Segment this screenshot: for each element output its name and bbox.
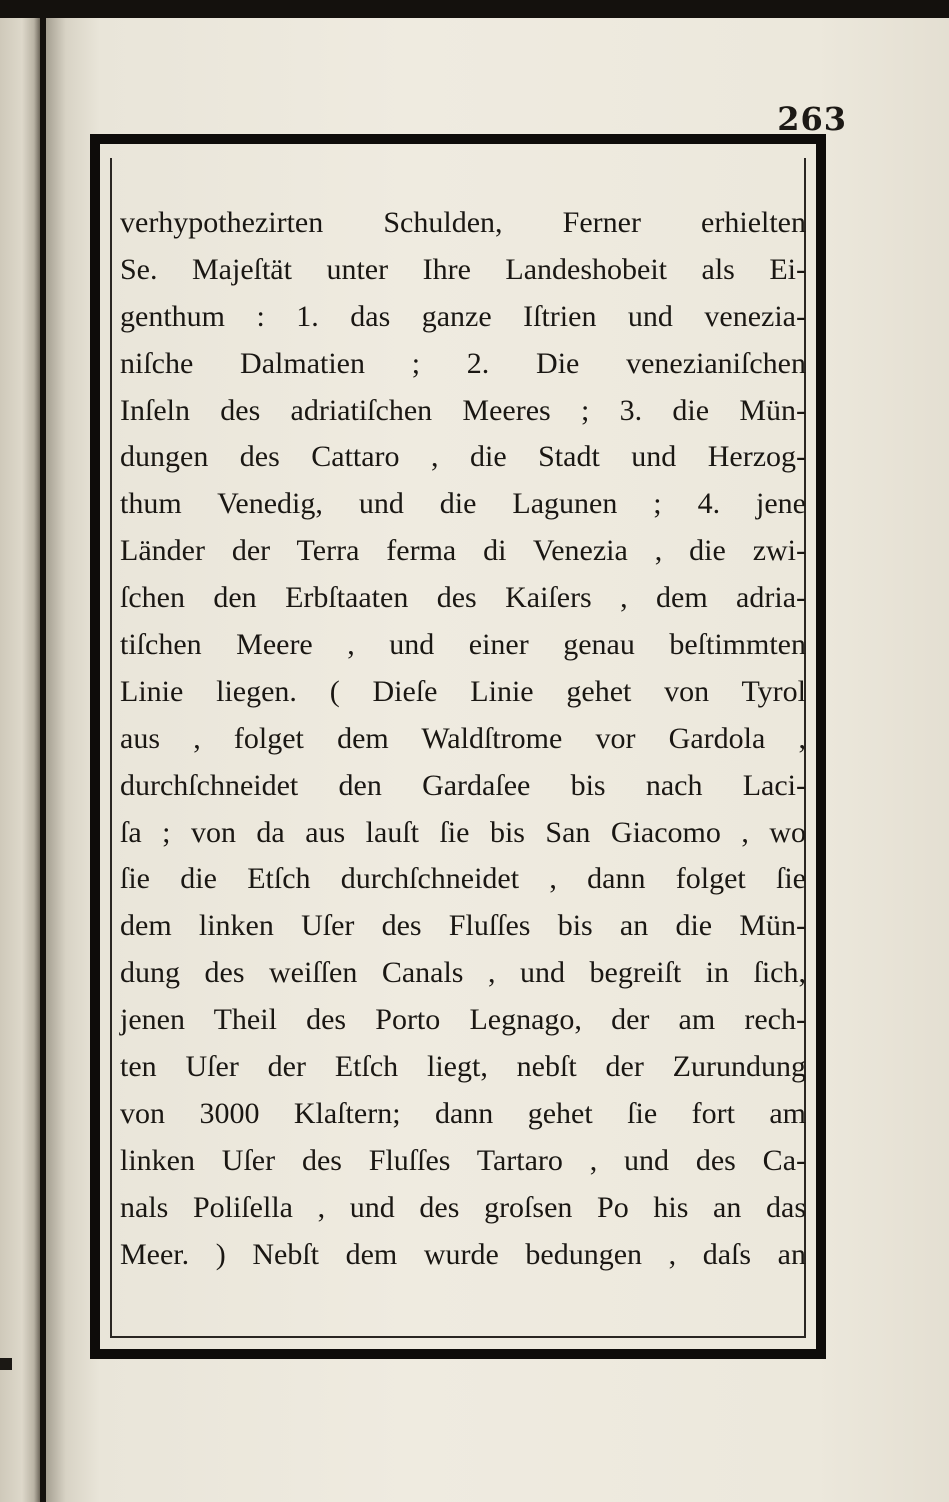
text-line: linken Uſer des Fluſſes Tartaro , und des Ca- bbox=[120, 1143, 806, 1177]
page-number: 263 bbox=[777, 100, 847, 138]
facing-page-edge bbox=[0, 18, 40, 1502]
text-line: Se. Majeſtät unter Ihre Landeshobeit als Ei- bbox=[120, 252, 806, 286]
text-line: niſche Dalmatien ; 2. Die venezianiſchen bbox=[120, 346, 806, 380]
text-line: tiſchen Meere , und einer genau beſtimmten bbox=[120, 628, 806, 662]
text-line: dung des weiſſen Canals , und begreiſt in ſich, bbox=[120, 956, 806, 990]
text-line: genthum : 1. das ganze Iſtrien und venezia- bbox=[120, 299, 806, 333]
text-line: durchſchneidet den Gardaſee bis nach Laci- bbox=[120, 768, 806, 802]
text-line: dungen des Cattaro , die Stadt und Herzog- bbox=[120, 440, 806, 474]
text-line: verhypothezirten Schulden, Ferner erhielten bbox=[120, 206, 806, 239]
text-line: Inſeln des adriatiſchen Meeres ; 3. die Mün- bbox=[120, 393, 806, 427]
text-line: Linie liegen. ( Dieſe Linie gehet von Tyrol bbox=[120, 674, 806, 708]
facing-page-mark bbox=[0, 1358, 12, 1370]
book-page bbox=[46, 18, 949, 1502]
text-line: nals Poliſella , und des groſsen Po his an das bbox=[120, 1190, 806, 1224]
text-line: ſie die Etſch durchſchneidet , dann folget ſie bbox=[120, 862, 806, 896]
text-line: Meer. ) Nebſt dem wurde bedungen , daſs an bbox=[120, 1237, 806, 1271]
text-line: Länder der Terra ferma di Venezia , die zwi- bbox=[120, 534, 806, 568]
text-line: thum Venedig, und die Lagunen ; 4. jene bbox=[120, 487, 806, 521]
text-line: ſchen den Erbſtaaten des Kaiſers , dem adria- bbox=[120, 581, 806, 615]
text-line: ſa ; von da aus lauſt ſie bis San Giacomo , wo bbox=[120, 815, 806, 849]
text-line: jenen Theil des Porto Legnago, der am rech- bbox=[120, 1003, 806, 1037]
text-line: von 3000 Klaſtern; dann gehet ſie fort am bbox=[120, 1096, 806, 1130]
text-line: dem linken Uſer des Fluſſes bis an die Mün- bbox=[120, 909, 806, 943]
body-text bbox=[120, 200, 806, 1278]
text-line: ten Uſer der Etſch liegt, nebſt der Zurundung bbox=[120, 1050, 806, 1084]
text-line: aus , folget dem Waldſtrome vor Gardola , bbox=[120, 721, 806, 755]
